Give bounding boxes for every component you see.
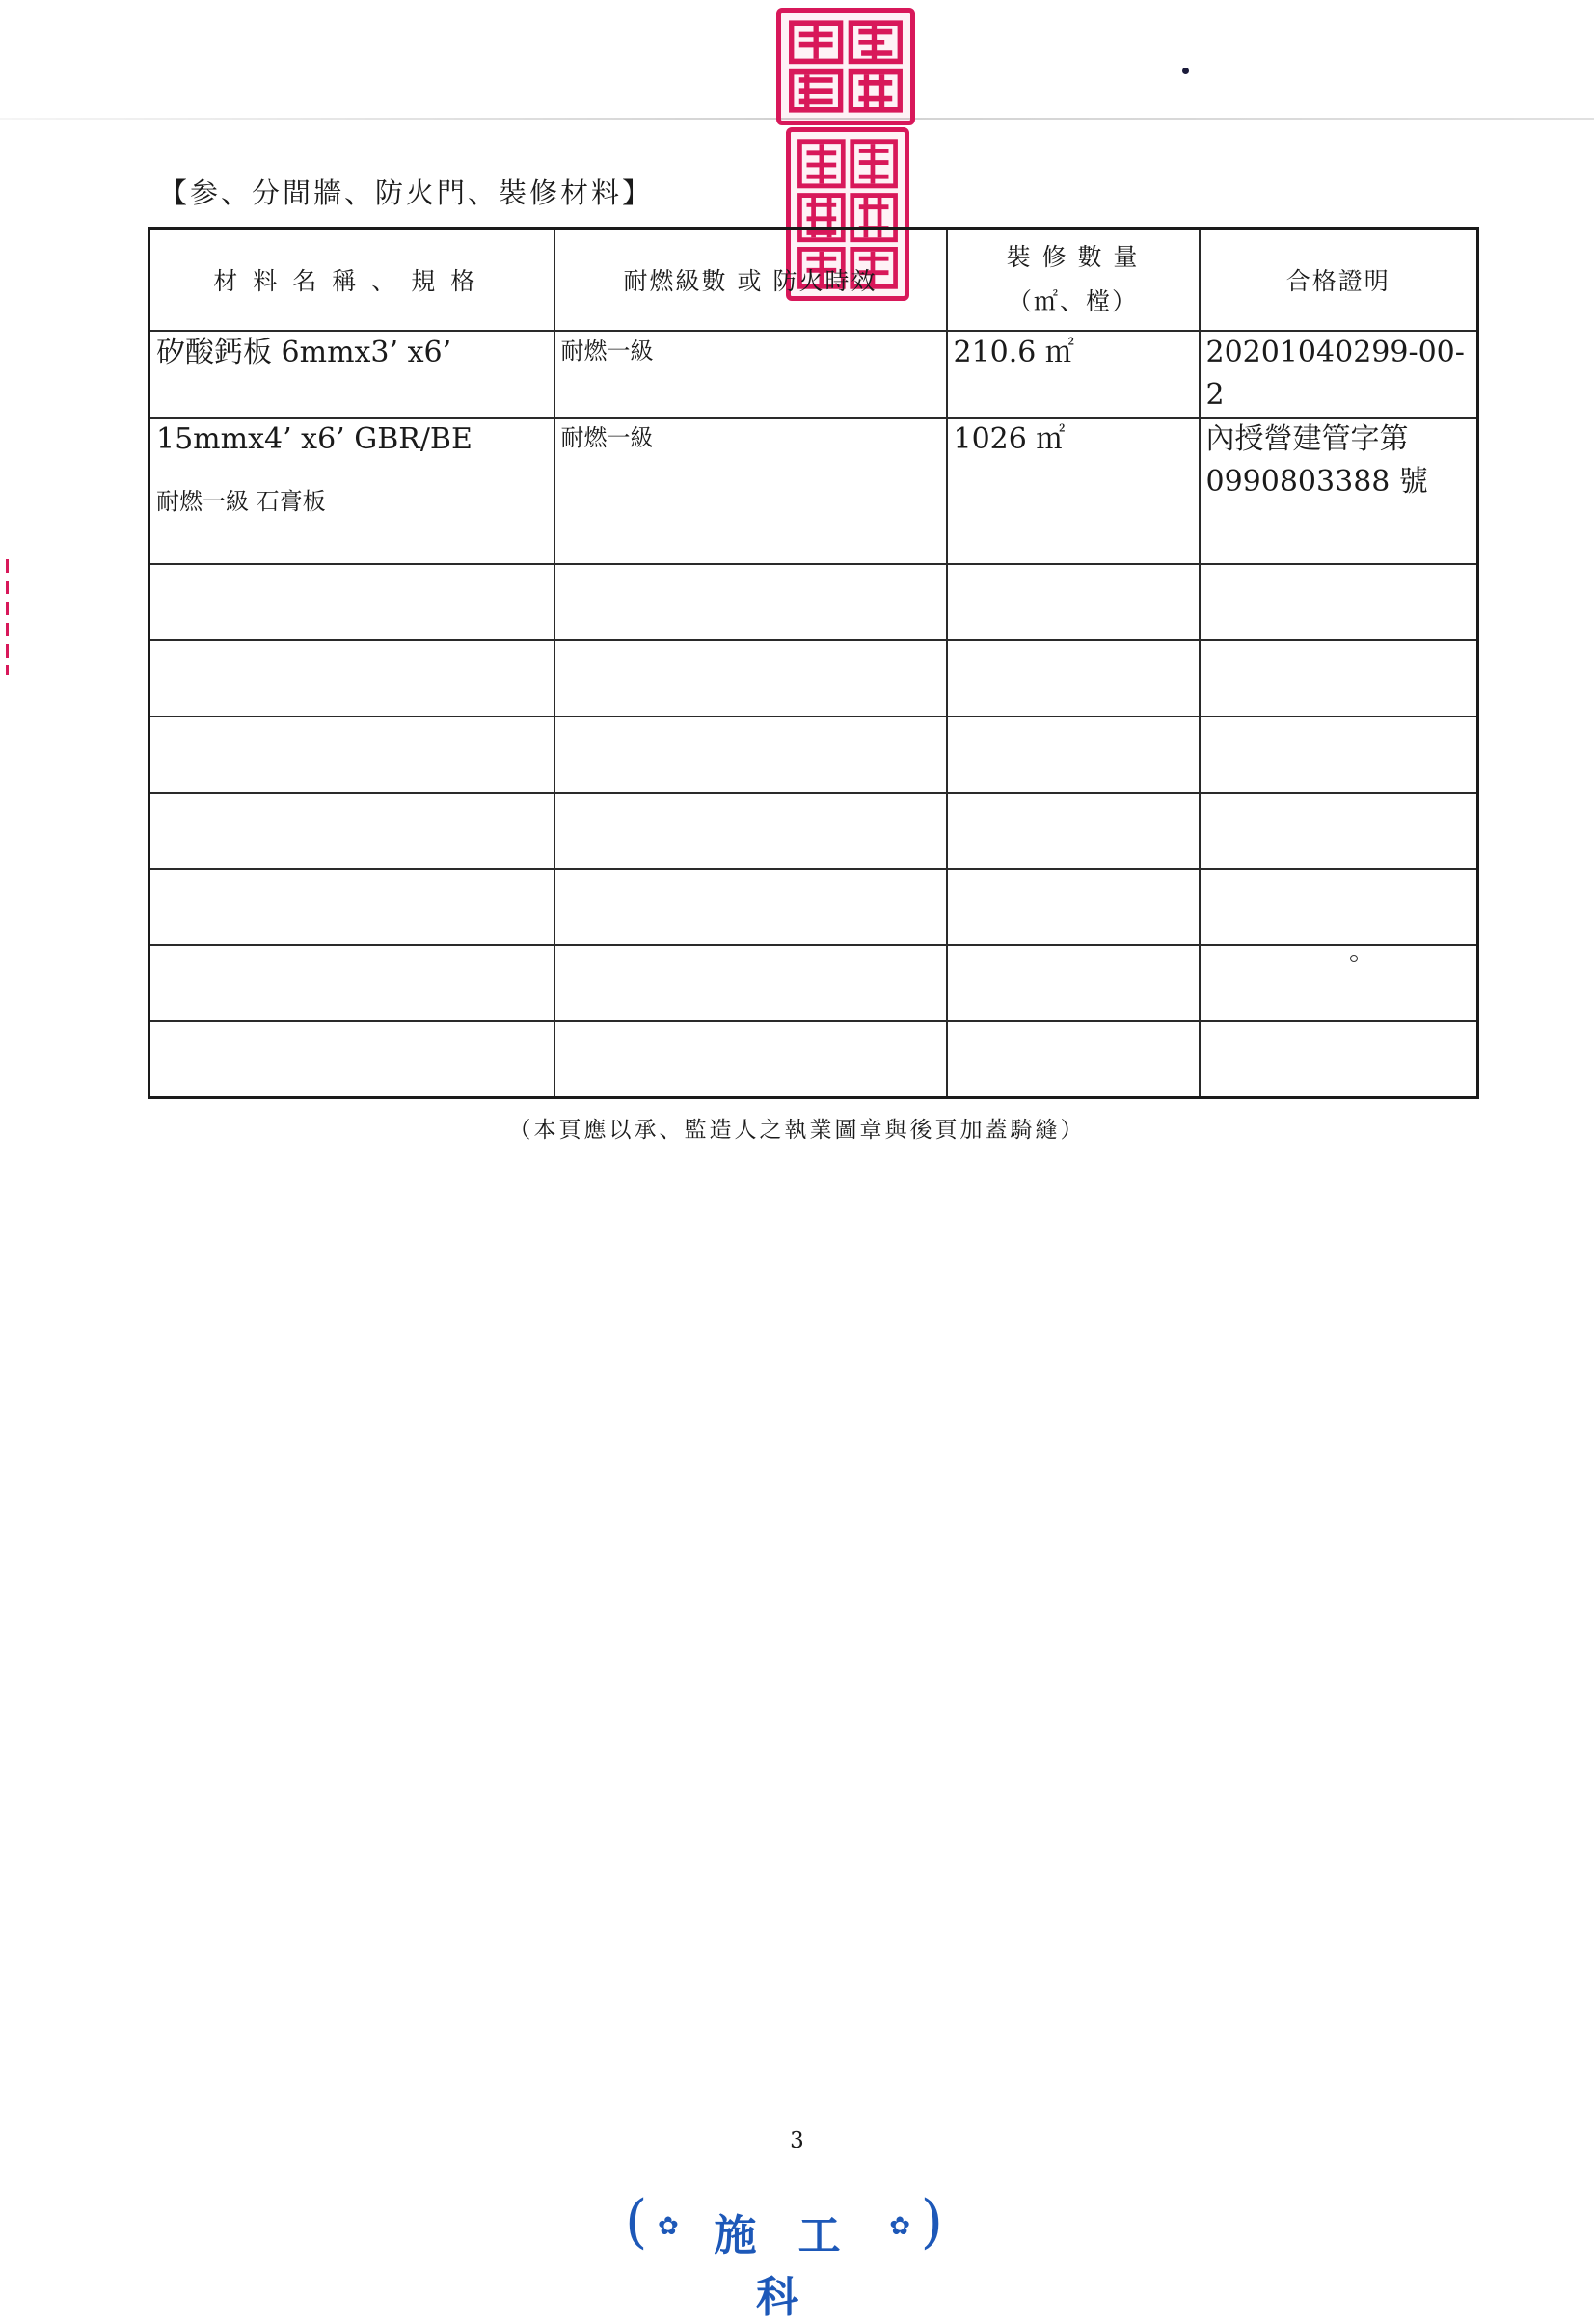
page-footnote: （本頁應以承、監造人之執業圖章與後頁加蓋騎縫） <box>508 1118 1086 1143</box>
material-name-line1: 15mmx4’ x6’ GBR/BE <box>156 422 473 456</box>
cell-certificate: 20201040299-00-2 <box>1200 331 1478 418</box>
stamp-bracket-right-icon: ) <box>920 2188 943 2256</box>
header-certificate: 合格證明 <box>1200 229 1478 332</box>
cell-material-name: 矽酸鈣板 6mmx3’ x6’ <box>149 331 554 418</box>
section-title: 【参、分間牆、防火門、裝修材料】 <box>159 176 654 209</box>
table-row <box>149 418 1478 564</box>
table-row-empty <box>149 945 1478 1021</box>
certificate-line1: 內授營建管字第 <box>1205 422 1409 456</box>
department-stamp-text: 施 工 科 <box>714 2211 854 2322</box>
table-header-row <box>149 229 1478 332</box>
table-row-empty <box>149 640 1478 716</box>
table-row <box>149 331 1478 418</box>
department-stamp <box>625 2188 943 2322</box>
table-row-empty <box>149 1021 1478 1098</box>
material-name-line2: 耐燃一級 石膏板 <box>156 488 326 515</box>
cell-quantity: 1026 ㎡ <box>947 418 1200 564</box>
certificate-line2: 0990803388 號 <box>1205 465 1428 499</box>
table-row-empty <box>149 716 1478 793</box>
cell-fire-rating: 耐燃一級 <box>554 418 947 564</box>
stamp-bracket-left-icon: ( <box>625 2188 648 2256</box>
plum-blossom-icon: ✿ <box>658 2212 679 2241</box>
plum-blossom-icon: ✿ <box>889 2212 910 2241</box>
scan-speck <box>1182 68 1189 74</box>
cell-quantity: 210.6 ㎡ <box>947 331 1200 418</box>
table-row-empty <box>149 793 1478 869</box>
cell-certificate <box>1200 418 1478 564</box>
header-material-name: 材料名稱、規格 <box>149 229 554 332</box>
header-quantity: 裝 修 數 量 （㎡、樘） <box>947 229 1200 332</box>
red-seal-top <box>776 8 915 125</box>
cell-material-name <box>149 418 554 564</box>
edge-mark <box>6 559 9 675</box>
scan-speck <box>1350 955 1358 962</box>
header-fire-rating: 耐燃級數 或 防火時效 <box>554 229 947 332</box>
materials-table <box>148 227 1479 1099</box>
table-row-empty <box>149 564 1478 640</box>
cell-fire-rating: 耐燃一級 <box>554 331 947 418</box>
page-number: 3 <box>790 2128 804 2153</box>
table-row-empty <box>149 869 1478 945</box>
